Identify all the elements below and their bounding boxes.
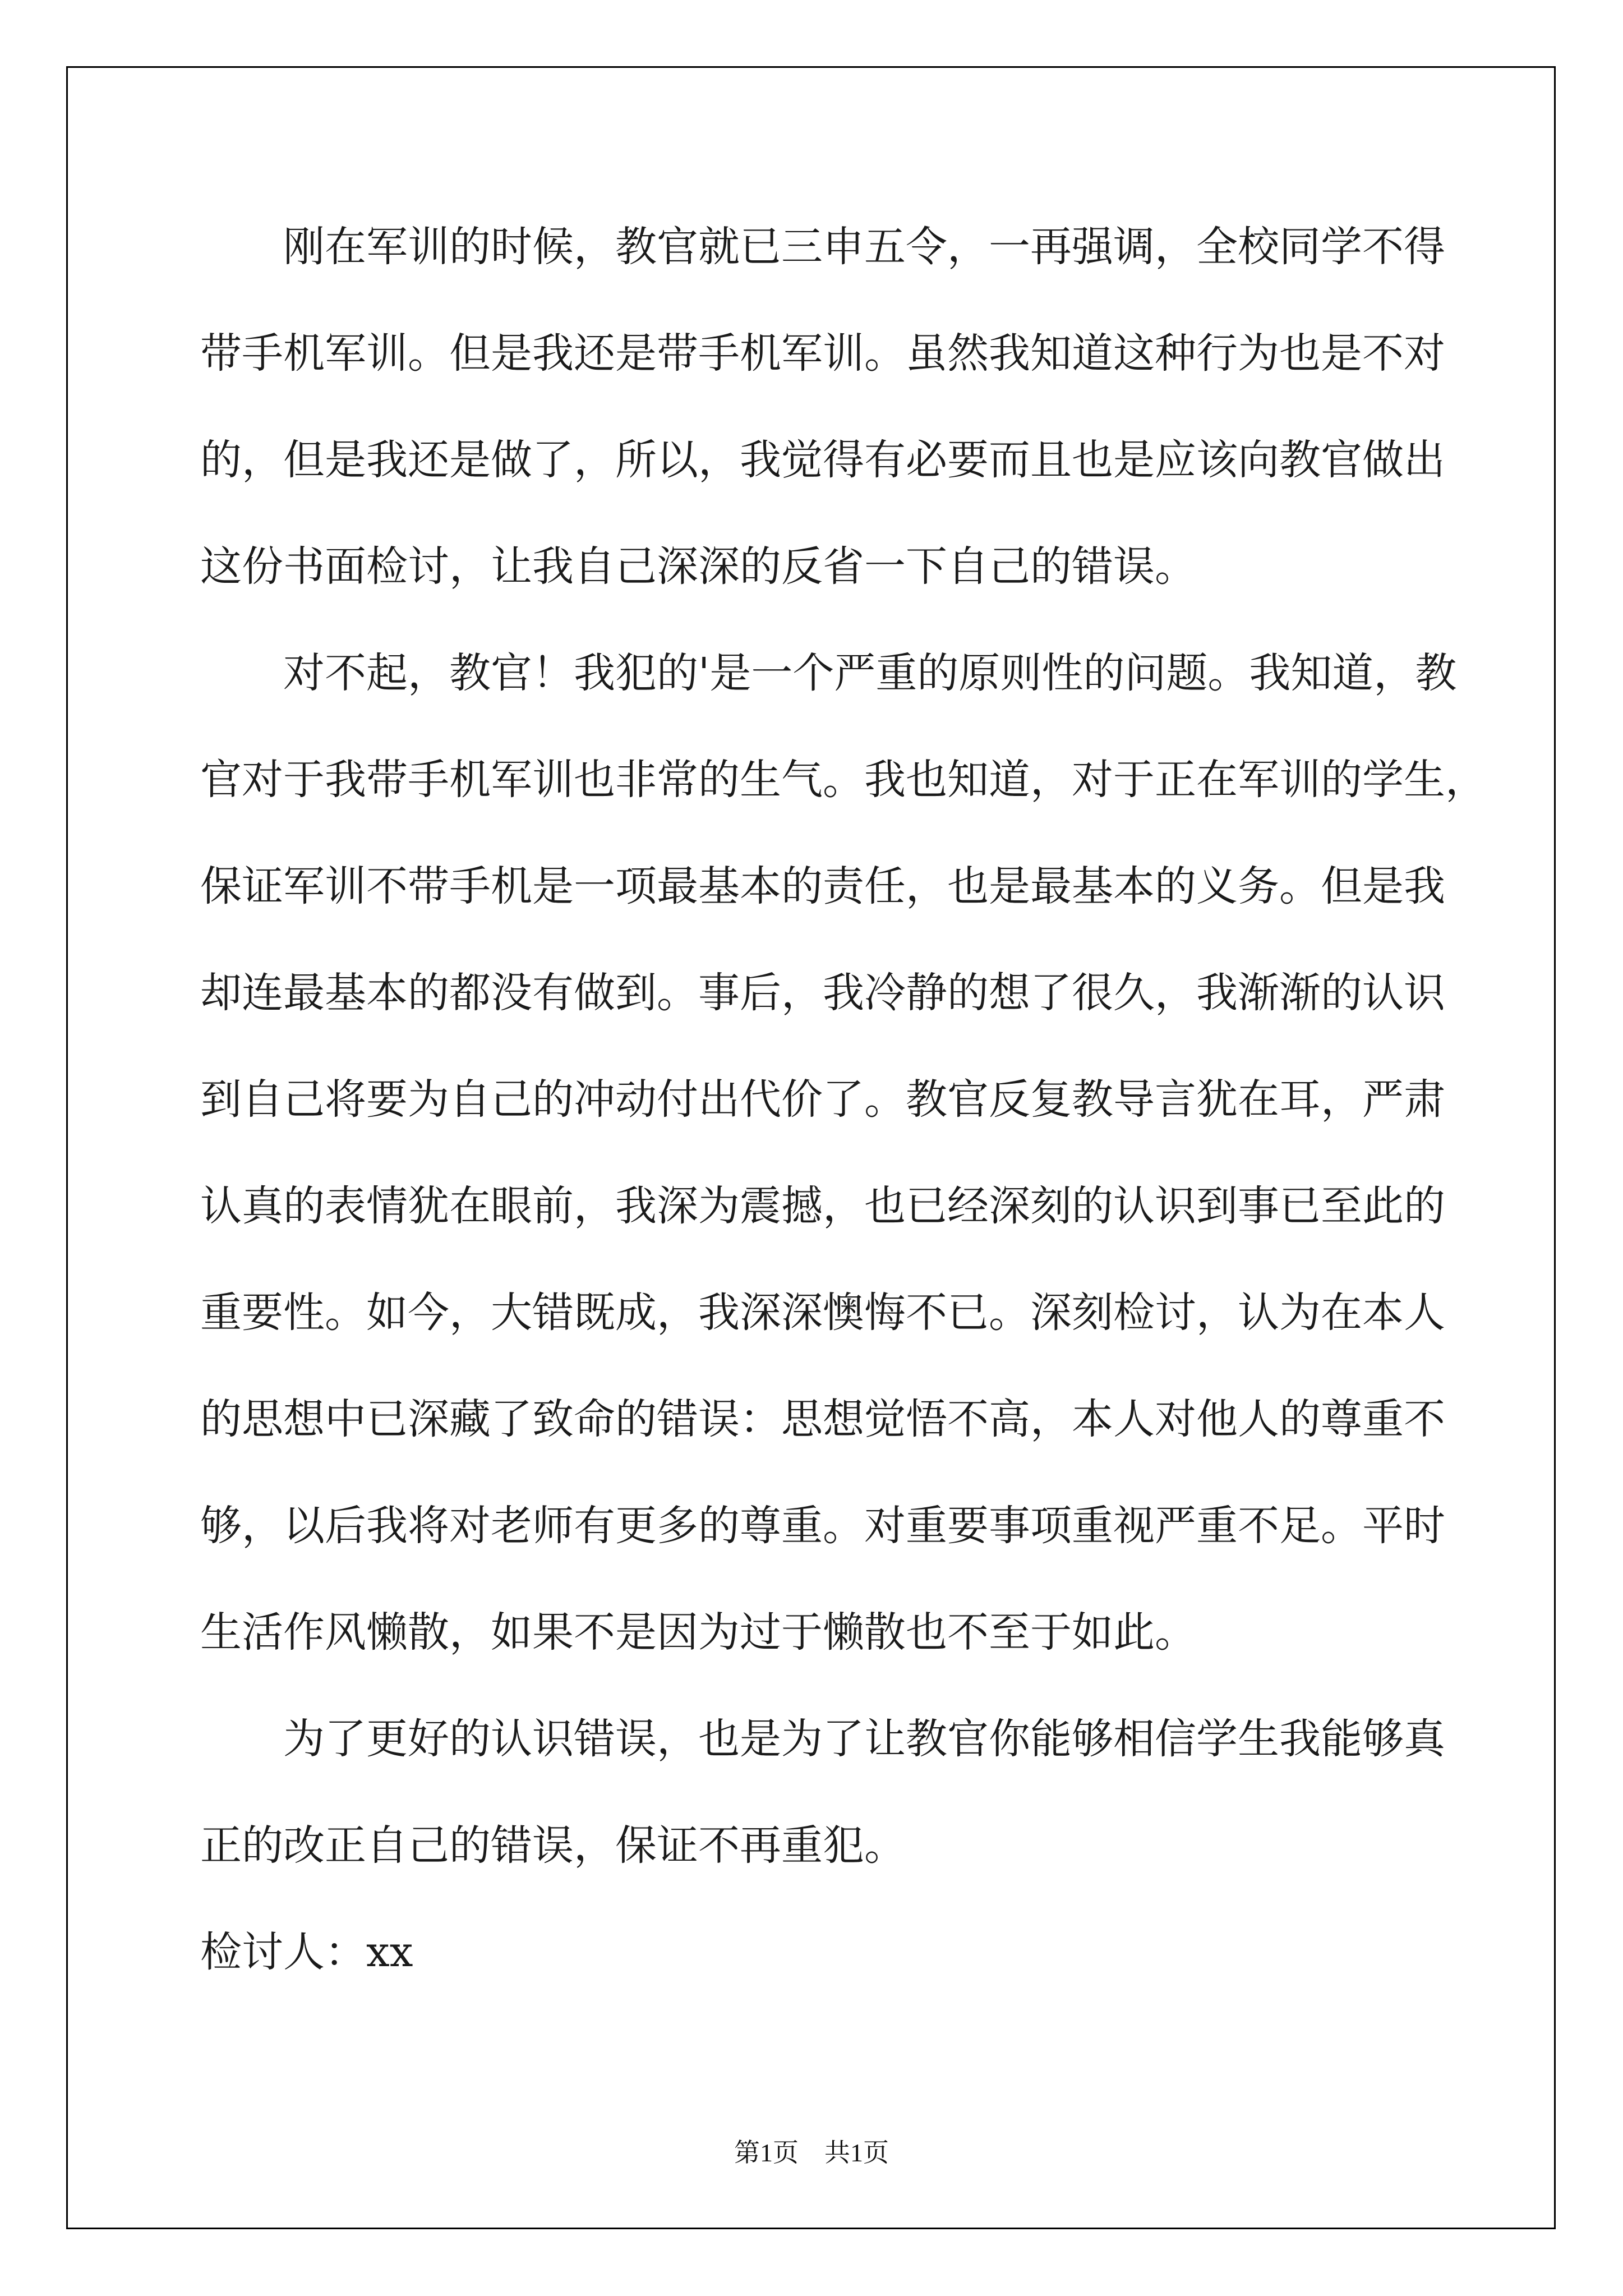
paragraph-line: 刚在军训的时候，教官就已三申五令，一再强调，全校同学不得 [283,223,1445,271]
page-footer [0,2136,1623,2170]
paragraph-1 [200,216,1445,642]
signature-line: 检讨人：xx [200,1928,413,1976]
paragraph-2 [200,642,1487,1708]
paragraph-line: 官对于我带手机军训也非常的生气。我也知道，对于正在军训的学生， [200,756,1487,804]
paragraph-line: 的思想中已深藏了致命的错误：思想觉悟不高，本人对他人的尊重不 [200,1395,1445,1443]
paragraph-line: 认真的表情犹在眼前，我深为震撼，也已经深刻的认识到事已至此的 [200,1182,1445,1230]
paragraph-line: 却连最基本的都没有做到。事后，我冷静的想了很久，我渐渐的认识 [200,969,1445,1017]
document-body [200,216,1487,2000]
paragraph-line: 保证军训不带手机是一项最基本的责任，也是最基本的义务。但是我 [200,862,1445,910]
paragraph-line: 重要性。如今，大错既成，我深深懊悔不已。深刻检讨，认为在本人 [200,1289,1445,1337]
paragraph-line: 带手机军训。但是我还是带手机军训。虽然我知道这种行为也是不对 [200,329,1445,378]
paragraph-line: 的，但是我还是做了，所以，我觉得有必要而且也是应该向教官做出 [200,436,1445,484]
paragraph-line: 够，以后我将对老师有更多的尊重。对重要事项重视严重不足。平时 [200,1502,1445,1550]
paragraph-line: 为了更好的认识错误，也是为了让教官你能够相信学生我能够真 [283,1715,1445,1763]
page-number: 第1页 [734,2138,799,2167]
paragraph-line: 生活作风懒散，如果不是因为过于懒散也不至于如此。 [200,1608,1196,1657]
paragraph-3 [200,1708,1445,1921]
page-total: 共1页 [824,2138,889,2167]
paragraph-line: 对不起，教官！我犯的'是一个严重的原则性的问题。我知道，教 [283,649,1457,697]
paragraph-line: 这份书面检讨，让我自己深深的反省一下自己的错误。 [200,542,1196,591]
paragraph-line: 到自己将要为自己的冲动付出代价了。教官反复教导言犹在耳，严肃 [200,1075,1445,1124]
paragraph-line: 正的改正自己的错误，保证不再重犯。 [200,1821,906,1870]
